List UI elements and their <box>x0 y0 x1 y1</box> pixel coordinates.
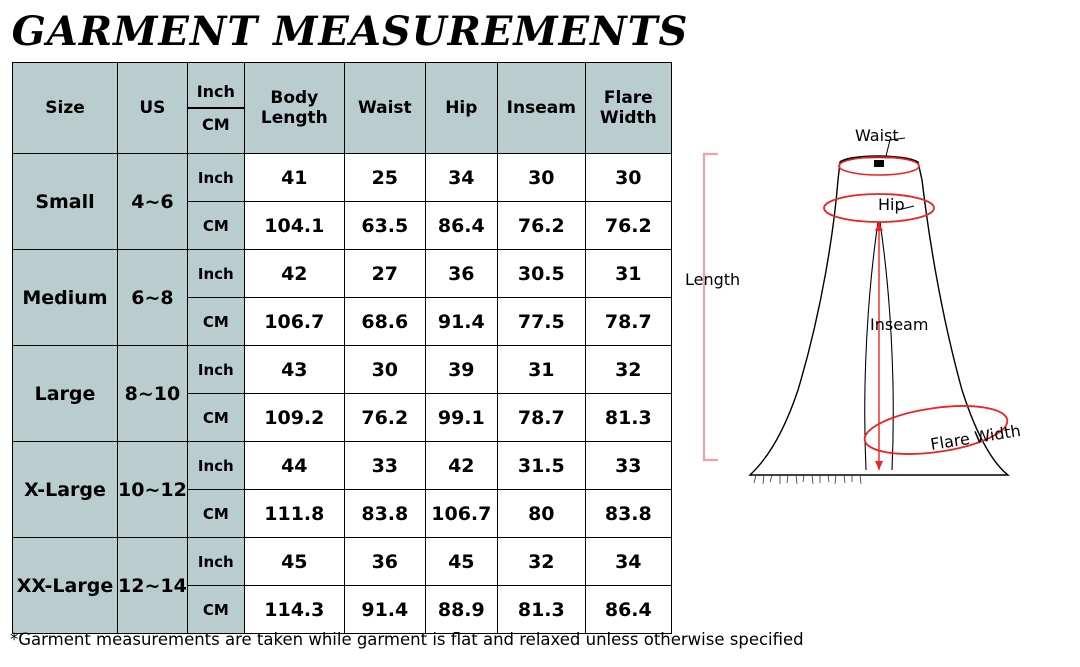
cell-unit-inch: Inch <box>187 538 244 586</box>
cell-size: Small <box>13 154 118 250</box>
cell-unit-inch: Inch <box>187 442 244 490</box>
cell-size: X-Large <box>13 442 118 538</box>
cell-flare-cm: 76.2 <box>585 202 671 250</box>
table-row <box>13 250 672 298</box>
header-hip: Hip <box>425 63 497 154</box>
cell-size: Medium <box>13 250 118 346</box>
cell-unit-cm: CM <box>187 490 244 538</box>
cell-body-length-inch: 42 <box>244 250 344 298</box>
cell-hip-cm: 88.9 <box>425 586 497 634</box>
label-hip: Hip <box>878 195 905 214</box>
cell-hip-cm: 99.1 <box>425 394 497 442</box>
cell-body-length-cm: 114.3 <box>244 586 344 634</box>
garment-diagram <box>685 110 1070 510</box>
cell-inseam-inch: 30.5 <box>497 250 585 298</box>
cell-inseam-inch: 31.5 <box>497 442 585 490</box>
cell-inseam-inch: 30 <box>497 154 585 202</box>
table-row <box>13 346 672 394</box>
cell-flare-inch: 33 <box>585 442 671 490</box>
cell-body-length-cm: 104.1 <box>244 202 344 250</box>
cell-waist-inch: 33 <box>344 442 425 490</box>
table-row <box>13 442 672 490</box>
cell-unit-cm: CM <box>187 394 244 442</box>
cell-unit-cm: CM <box>187 298 244 346</box>
cell-inseam-inch: 31 <box>497 346 585 394</box>
cell-size: XX-Large <box>13 538 118 634</box>
table-row <box>13 538 672 586</box>
cell-body-length-inch: 44 <box>244 442 344 490</box>
cell-flare-cm: 83.8 <box>585 490 671 538</box>
cell-hip-inch: 36 <box>425 250 497 298</box>
cell-unit-cm: CM <box>187 202 244 250</box>
cell-hip-inch: 34 <box>425 154 497 202</box>
hem-fringe <box>754 475 861 484</box>
cell-body-length-inch: 41 <box>244 154 344 202</box>
cell-waist-cm: 68.6 <box>344 298 425 346</box>
table-header-row <box>13 63 672 154</box>
cell-flare-inch: 32 <box>585 346 671 394</box>
cell-waist-cm: 76.2 <box>344 394 425 442</box>
cell-flare-inch: 34 <box>585 538 671 586</box>
cell-us: 6~8 <box>118 250 188 346</box>
label-length: Length <box>685 270 741 289</box>
cell-waist-inch: 36 <box>344 538 425 586</box>
waistband-button <box>874 160 884 167</box>
table-row <box>13 154 672 202</box>
label-flare-width: Flare Width <box>929 420 1023 455</box>
cell-hip-cm: 106.7 <box>425 490 497 538</box>
length-bracket <box>704 154 718 460</box>
header-unit <box>187 63 244 154</box>
cell-waist-inch: 30 <box>344 346 425 394</box>
cell-body-length-cm: 111.8 <box>244 490 344 538</box>
cell-body-length-inch: 43 <box>244 346 344 394</box>
header-us: US <box>118 63 188 154</box>
cell-inseam-cm: 81.3 <box>497 586 585 634</box>
cell-body-length-inch: 45 <box>244 538 344 586</box>
label-waist: Waist <box>855 126 899 145</box>
header-inseam: Inseam <box>497 63 585 154</box>
cell-waist-cm: 63.5 <box>344 202 425 250</box>
cell-flare-inch: 30 <box>585 154 671 202</box>
cell-body-length-cm: 109.2 <box>244 394 344 442</box>
cell-hip-inch: 42 <box>425 442 497 490</box>
cell-us: 10~12 <box>118 442 188 538</box>
header-unit-inch: Inch <box>188 70 244 109</box>
cell-inseam-inch: 32 <box>497 538 585 586</box>
cell-unit-inch: Inch <box>187 346 244 394</box>
cell-hip-inch: 45 <box>425 538 497 586</box>
cell-hip-inch: 39 <box>425 346 497 394</box>
cell-hip-cm: 91.4 <box>425 298 497 346</box>
header-unit-cm: CM <box>201 115 230 134</box>
cell-inseam-cm: 80 <box>497 490 585 538</box>
label-inseam: Inseam <box>870 315 929 334</box>
cell-hip-cm: 86.4 <box>425 202 497 250</box>
cell-flare-cm: 86.4 <box>585 586 671 634</box>
cell-unit-inch: Inch <box>187 154 244 202</box>
cell-inseam-cm: 78.7 <box>497 394 585 442</box>
header-body-length: Body Length <box>244 63 344 154</box>
header-flare-width: Flare Width <box>585 63 671 154</box>
cell-size: Large <box>13 346 118 442</box>
cell-us: 4~6 <box>118 154 188 250</box>
cell-body-length-cm: 106.7 <box>244 298 344 346</box>
cell-waist-cm: 91.4 <box>344 586 425 634</box>
cell-us: 8~10 <box>118 346 188 442</box>
cell-us: 12~14 <box>118 538 188 634</box>
header-size: Size <box>13 63 118 154</box>
cell-unit-inch: Inch <box>187 250 244 298</box>
cell-waist-inch: 27 <box>344 250 425 298</box>
header-waist: Waist <box>344 63 425 154</box>
cell-flare-inch: 31 <box>585 250 671 298</box>
garment-measurements-table <box>12 62 672 634</box>
cell-flare-cm: 81.3 <box>585 394 671 442</box>
cell-waist-inch: 25 <box>344 154 425 202</box>
cell-waist-cm: 83.8 <box>344 490 425 538</box>
cell-inseam-cm: 77.5 <box>497 298 585 346</box>
page-title: GARMENT MEASUREMENTS <box>11 8 689 55</box>
flare-pants-illustration <box>690 110 1070 510</box>
cell-flare-cm: 78.7 <box>585 298 671 346</box>
cell-inseam-cm: 76.2 <box>497 202 585 250</box>
footnote-text: *Garment measurements are taken while garment is flat and relaxed unless otherwise specified <box>10 630 804 649</box>
cell-unit-cm: CM <box>187 586 244 634</box>
